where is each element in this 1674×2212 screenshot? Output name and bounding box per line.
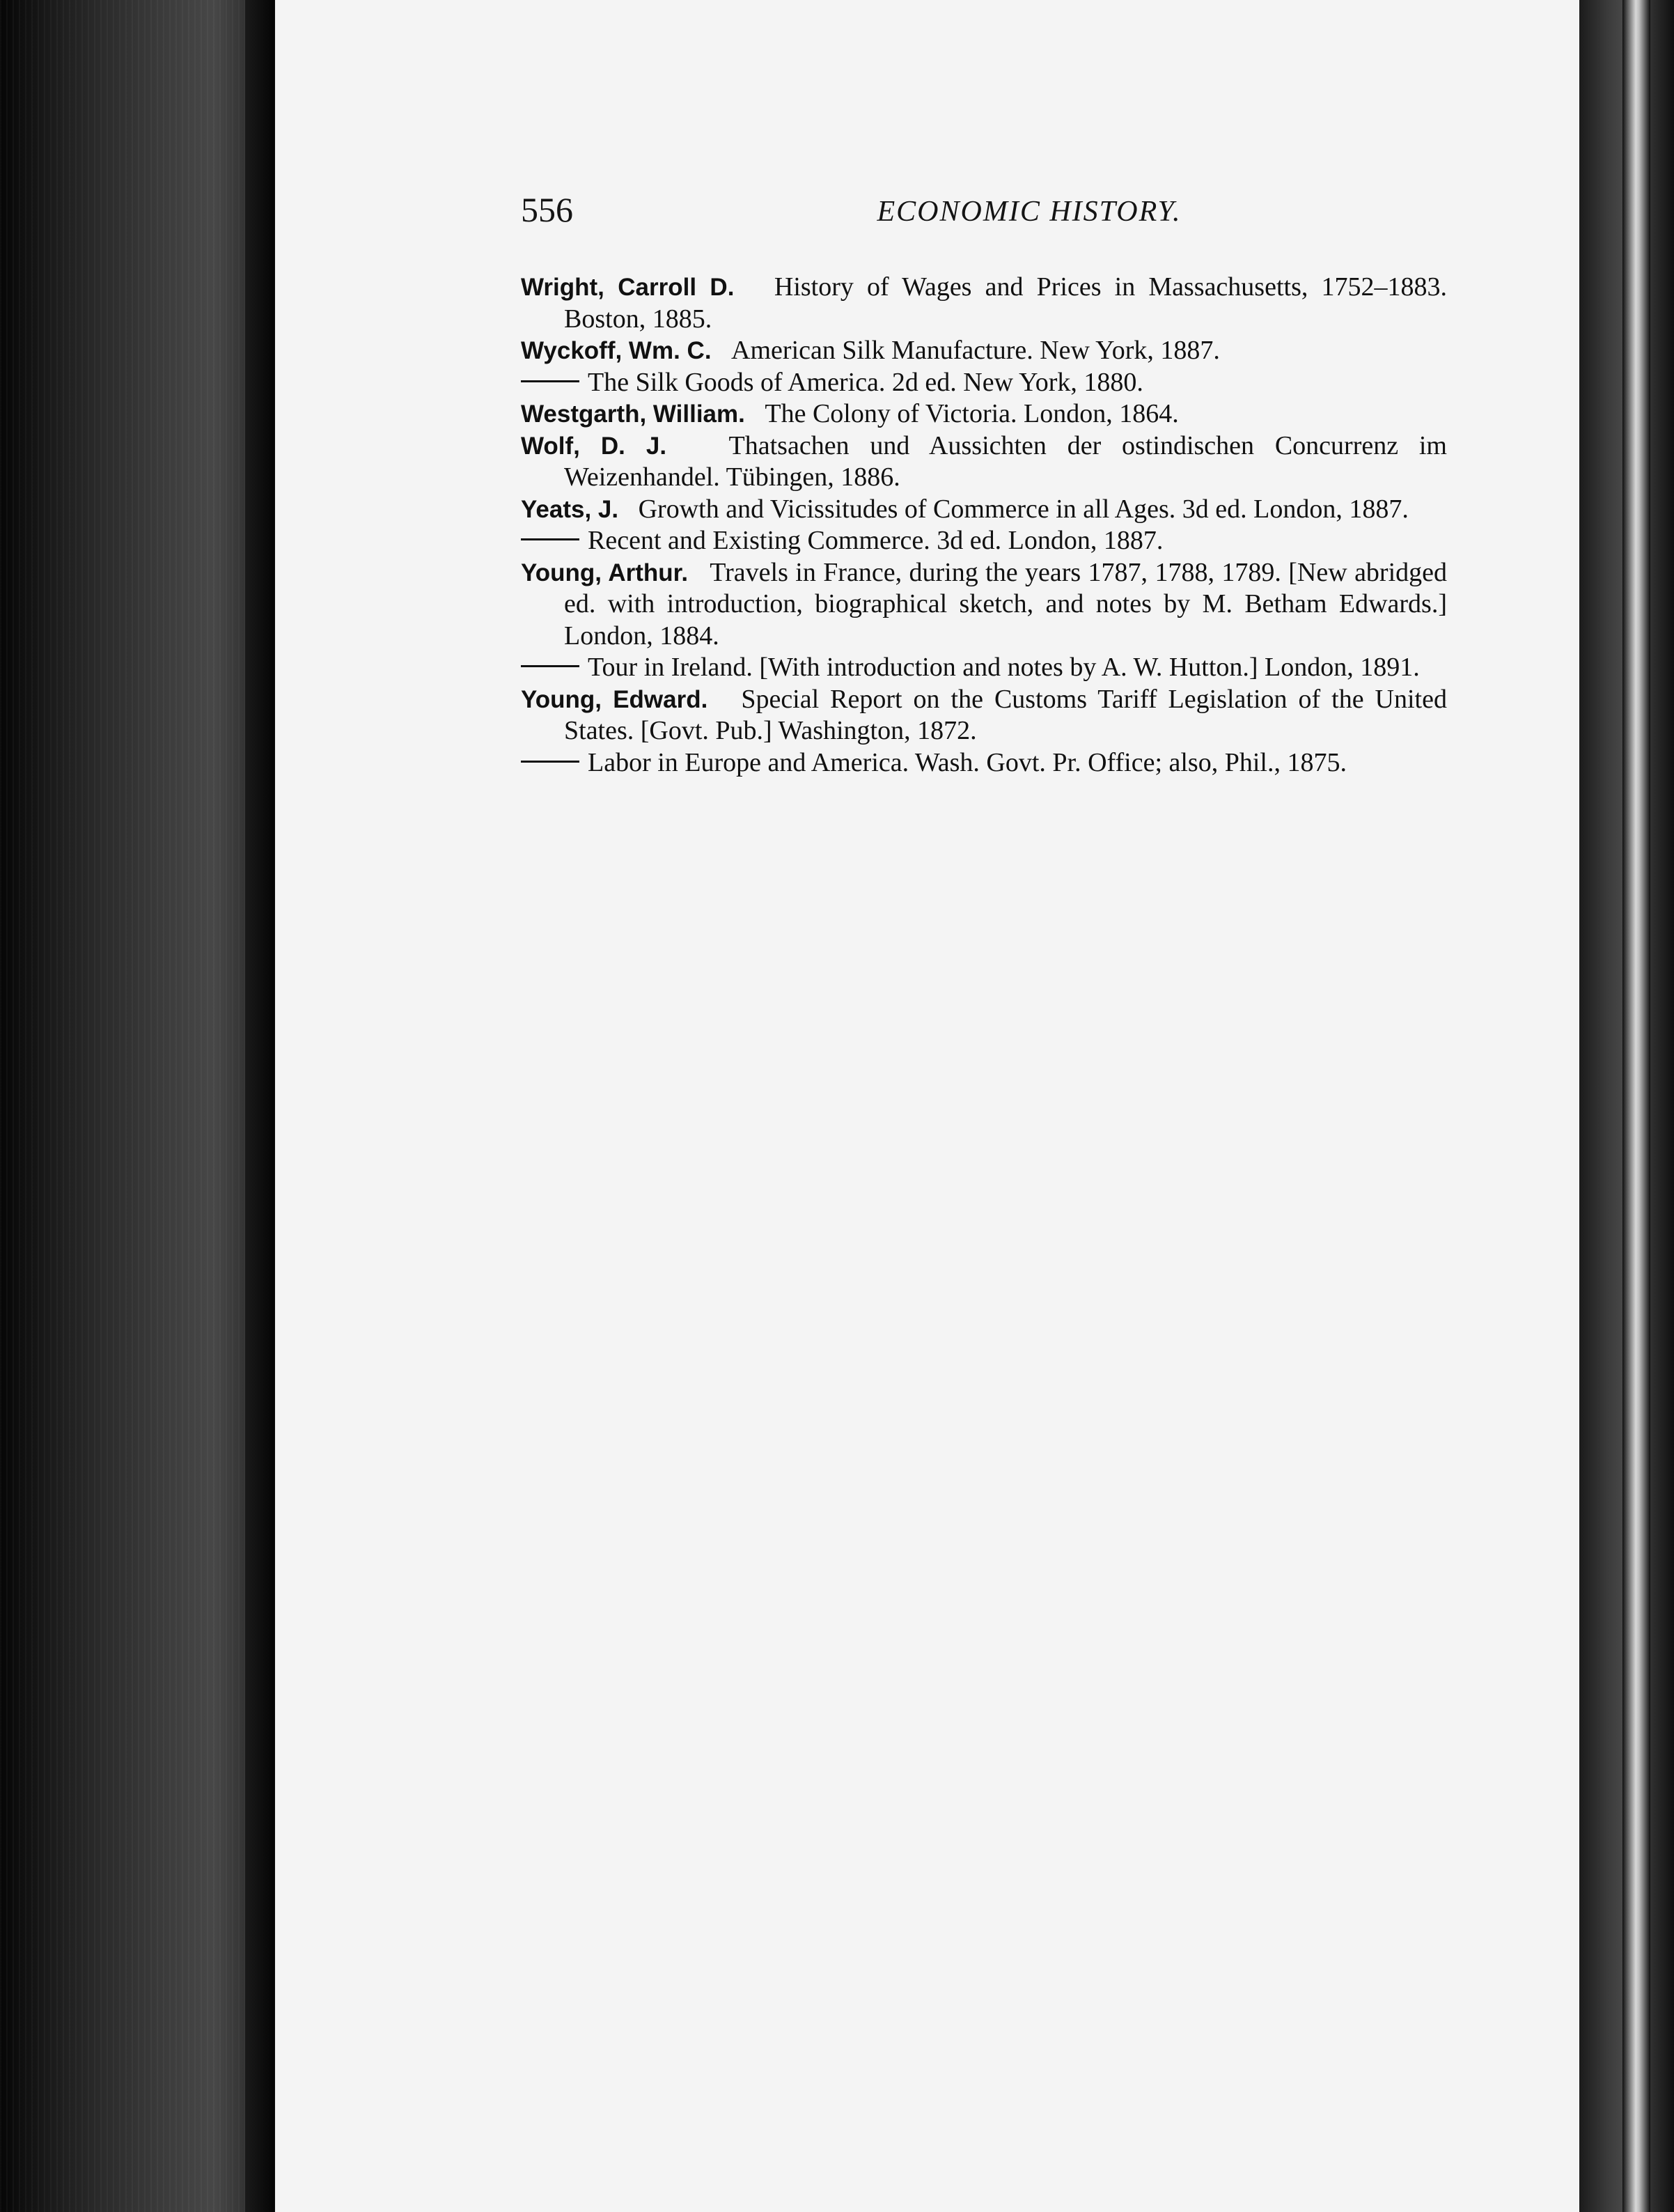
entry-author: Westgarth, William.: [521, 400, 745, 428]
entry-text: American Silk Manufacture. New York, 1887.: [731, 336, 1220, 365]
entry-text: Travels in France, during the years 1787, 1788, 1789. [New abridged ed. with introduction, biographical sketch, and notes by M. Betham Edwards.] London, 1884.: [564, 557, 1448, 651]
bibliography-entry: [521, 335, 1447, 367]
entry-text: Growth and Vicissitudes of Commerce in all Ages. 3d ed. London, 1887.: [638, 494, 1409, 524]
entry-author: Young, Arthur.: [521, 559, 689, 586]
entry-author: Yeats, J.: [521, 495, 619, 523]
ditto-dash: [521, 538, 579, 540]
entry-author: Young, Edward.: [521, 685, 708, 713]
entry-text: Labor in Europe and America. Wash. Govt. Pr. Office; also, Phil., 1875.: [588, 747, 1347, 777]
entry-author: Wyckoff, Wm. C.: [521, 337, 712, 364]
entry-text: The Silk Goods of America. 2d ed. New York, 1880.: [588, 367, 1143, 397]
page-header: [521, 189, 1447, 238]
entry-text: Tour in Ireland. [With introduction and notes by A. W. Hutton.] London, 1891.: [588, 653, 1420, 682]
bibliography-entry: [521, 684, 1447, 747]
bibliography-entry: [521, 367, 1447, 399]
entry-text: Special Report on the Customs Tariff Legislation of the United States. [Govt. Pub.] Washington, 1872.: [564, 684, 1447, 745]
ditto-dash: [521, 665, 579, 667]
bibliography-entry: [521, 747, 1447, 779]
page-number: 556: [521, 190, 573, 229]
bibliography-list: [521, 272, 1447, 779]
entry-text: The Colony of Victoria. London, 1864.: [765, 399, 1179, 428]
bibliography-entry: [521, 398, 1447, 430]
entry-text: Thatsachen und Aussichten der ostindischen Concurrenz im Weizenhandel. Tübingen, 1886.: [564, 430, 1447, 492]
bibliography-entry: [521, 430, 1447, 494]
entry-author: Wolf, D. J.: [521, 432, 667, 460]
book-binding: [0, 0, 275, 2212]
bibliography-entry: [521, 652, 1447, 684]
entry-text: Recent and Existing Commerce. 3d ed. London, 1887.: [588, 526, 1164, 555]
bibliography-entry: [521, 494, 1447, 526]
bibliography-entry: [521, 272, 1447, 335]
binding-shadow: [245, 0, 274, 2212]
bibliography-entry: [521, 557, 1447, 653]
page-edge-highlight: [1622, 0, 1650, 2212]
ditto-dash: [521, 761, 579, 763]
entry-text: History of Wages and Prices in Massachusetts, 1752–1883. Boston, 1885.: [564, 272, 1447, 334]
entry-author: Wright, Carroll D.: [521, 274, 735, 301]
running-head: ECONOMIC HISTORY.: [877, 196, 1182, 228]
bibliography-entry: [521, 525, 1447, 557]
ditto-dash: [521, 380, 579, 382]
